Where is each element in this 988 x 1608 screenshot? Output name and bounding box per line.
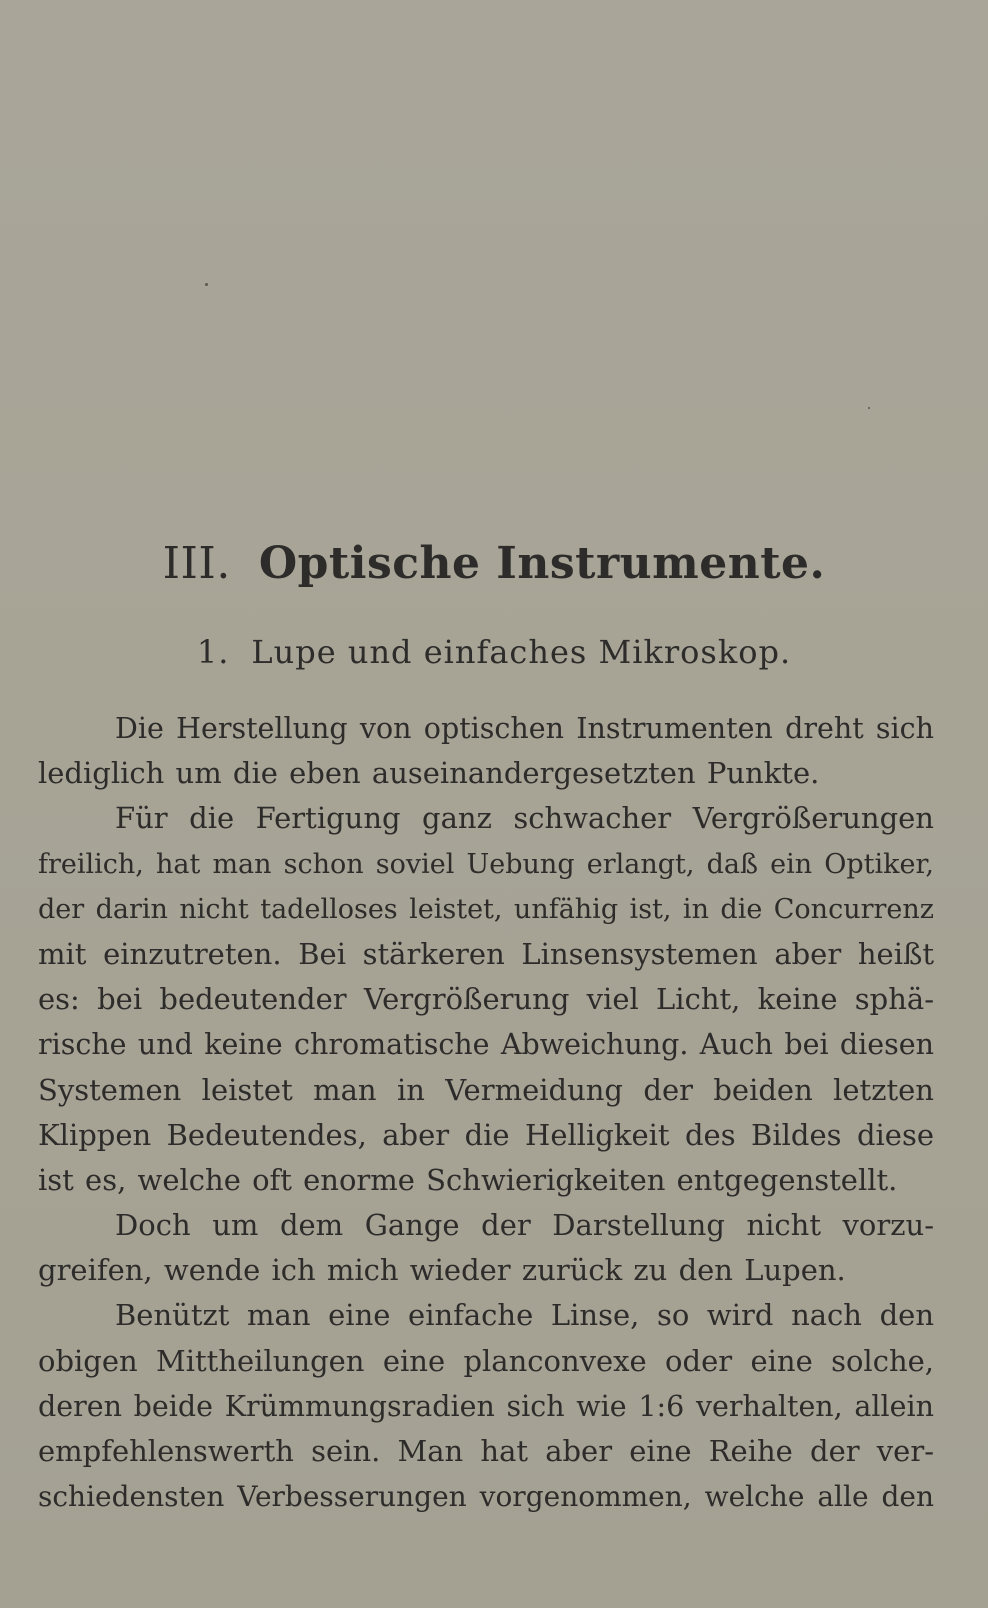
text-line: Für die Fertigung ganz schwacher Vergrößerungen [115,801,934,836]
section-heading [0,630,988,674]
text-line: schiedensten Verbesserungen vorgenommen, welche alle den [38,1480,934,1514]
text-line: Doch um dem Gange der Darstellung nicht vorzu- [115,1208,934,1243]
paper-speck [868,407,870,409]
text-line: deren beide Krümmungsradien sich wie 1:6 verhalten, allein [38,1389,934,1423]
text-line: obigen Mittheilungen eine planconvexe oder eine solche, [38,1343,934,1378]
text-line: Die Herstellung von optischen Instrumenten dreht sich [115,712,934,745]
paper-speck [205,283,208,286]
text-line: freilich, hat man schon soviel Uebung erlangt, daß ein Optiker, [38,848,934,880]
text-line: Benützt man eine einfache Linse, so wird nach den [115,1298,934,1333]
section-title: Lupe und einfaches Mikroskop. [251,633,792,671]
text-line: Systemen leistet man in Vermeidung der beiden letzten [38,1072,934,1107]
text-line: es: bei bedeutender Vergrößerung viel Licht, keine sphä- [38,982,934,1017]
section-number: 1. [196,633,230,671]
text-line: empfehlenswerth sein. Man hat aber eine Reihe der ver- [38,1434,934,1468]
text-line: ist es, welche oft enorme Schwierigkeiten entgegenstellt. [38,1162,898,1197]
text-line: mit einzutreten. Bei stärkeren Linsensystemen aber heißt [38,936,934,971]
body-text [38,706,934,1519]
text-line: lediglich um die eben auseinandergesetzten Punkte. [38,756,820,791]
chapter-heading [0,536,988,592]
text-line: Klippen Bedeutendes, aber die Helligkeit des Bildes diese [38,1117,934,1152]
chapter-title: Optische Instrumente. [258,538,826,589]
text-line: der darin nicht tadelloses leistet, unfähig ist, in die Concurrenz [38,893,934,925]
chapter-numeral: III. [162,538,231,589]
text-line: greifen, wende ich mich wieder zurück zu den Lupen. [38,1253,846,1288]
text-line: rische und keine chromatische Abweichung. Auch bei diesen [38,1028,934,1062]
